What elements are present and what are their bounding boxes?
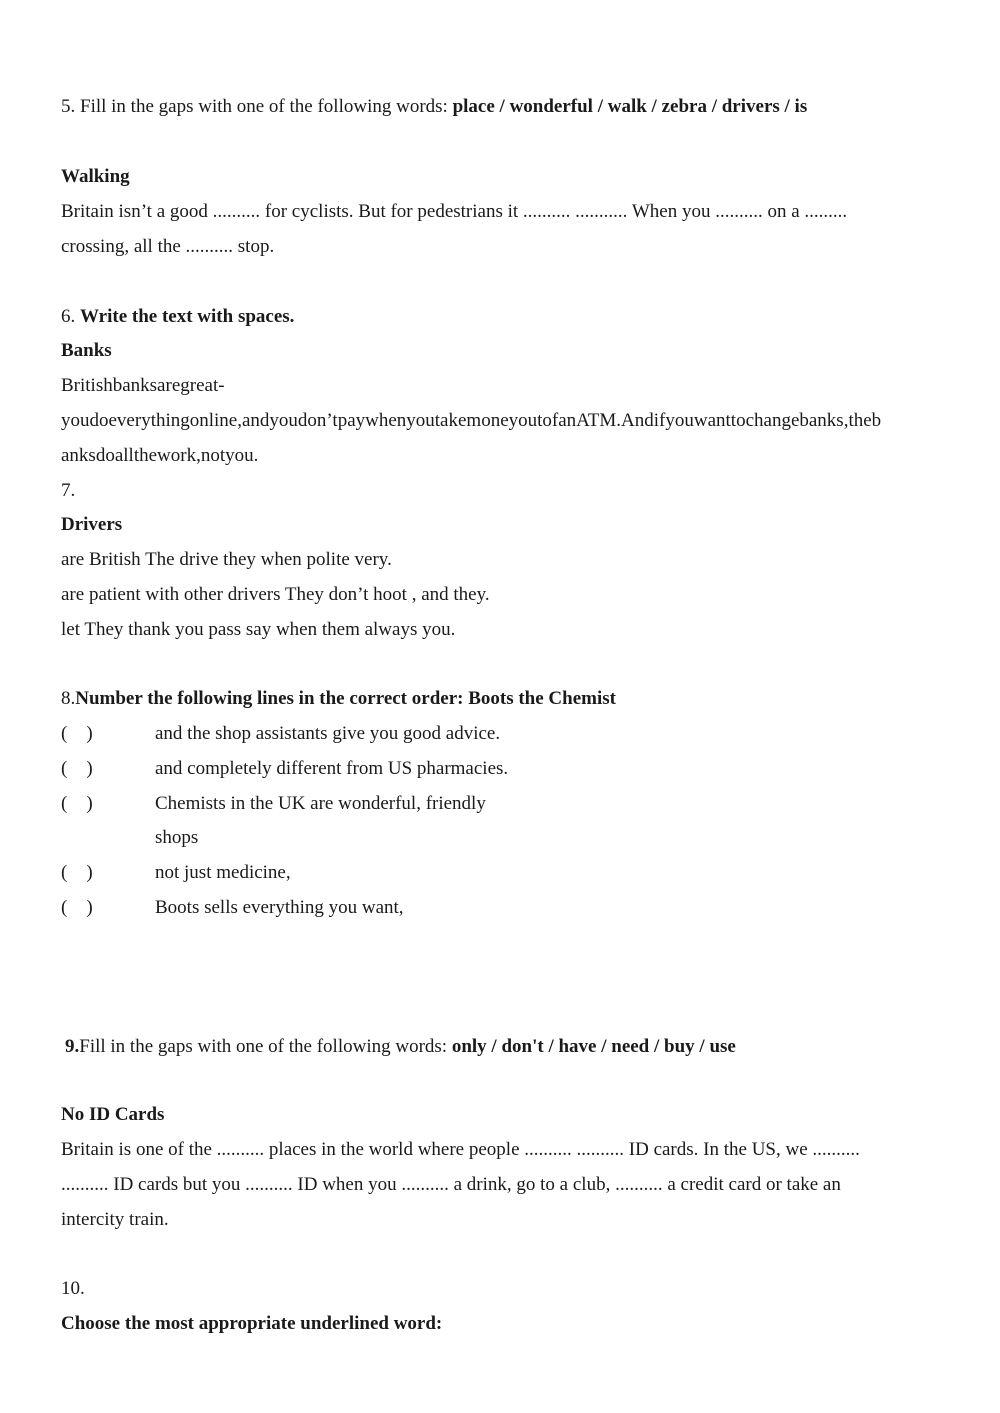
- q8-item: and the shop assistants give you good advice.: [155, 723, 501, 744]
- q8-item: Chemists in the UK are wonderful, friendly: [155, 793, 486, 814]
- q8-instruction-text: Number the following lines in the correct order: Boots the Chemist: [75, 688, 616, 709]
- q7-title: Drivers: [61, 514, 123, 535]
- q6-title: Banks: [61, 340, 112, 361]
- q9-instruction-text: Fill in the gaps with one of the following words:: [79, 1036, 452, 1057]
- q6-text-line-1: Britishbanksaregreat-: [61, 375, 225, 396]
- q7-text-line-3: let They thank you pass say when them always you.: [61, 619, 456, 640]
- q5-instruction: [61, 95, 807, 119]
- q9-word-list: only / don't / have / need / buy / use: [451, 1036, 736, 1057]
- q6-text-line-3: anksdoallthework,notyou.: [61, 445, 259, 466]
- q6-text-line-2: youdoeverythingonline,andyoudon’tpaywhenyoutakemoneyoutofanATM.Andifyouwanttochangebanks,theb: [61, 410, 882, 431]
- q8-item: not just medicine,: [155, 862, 291, 883]
- q6-number: 6.: [61, 306, 80, 327]
- q10-instruction: Choose the most appropriate underlined word:: [61, 1313, 443, 1334]
- q8-instruction: [61, 687, 616, 711]
- q5-word-list: place / wonderful / walk / zebra / drivers / is: [452, 96, 808, 117]
- q5-text-line-2: crossing, all the .......... stop.: [61, 236, 275, 257]
- q7-text-line-1: are British The drive they when polite very.: [61, 549, 392, 570]
- q8-order-blank[interactable]: ( ): [61, 897, 93, 918]
- q9-instruction: [65, 1035, 736, 1059]
- q5-title: Walking: [61, 166, 130, 187]
- q8-number: 8.: [61, 688, 76, 709]
- q5-text-line-1: Britain isn’t a good .......... for cyclists. But for pedestrians it .......... ........... When you .......... on a .........: [61, 201, 848, 222]
- q9-number: 9.: [65, 1036, 80, 1057]
- q6-instruction-text: Write the text with spaces.: [80, 306, 295, 327]
- q9-text-line-1: Britain is one of the .......... places in the world where people .......... .......... ID cards. In the US, we ..........: [61, 1139, 860, 1160]
- q8-item: Boots sells everything you want,: [155, 897, 404, 918]
- q8-item-continuation: shops: [155, 827, 199, 848]
- q9-text-line-2: .......... ID cards but you .......... ID when you .......... a drink, go to a club, .......... a credit card or take an: [61, 1174, 841, 1195]
- q8-order-blank[interactable]: ( ): [61, 758, 93, 779]
- q7-text-line-2: are patient with other drivers They don’t hoot , and they.: [61, 584, 490, 605]
- q6-instruction: [61, 305, 294, 329]
- q8-order-blank[interactable]: ( ): [61, 862, 93, 883]
- q9-title: No ID Cards: [61, 1104, 165, 1125]
- q8-order-blank[interactable]: ( ): [61, 723, 93, 744]
- q8-order-blank[interactable]: ( ): [61, 793, 93, 814]
- q7-number: 7.: [61, 480, 76, 501]
- q9-text-line-3: intercity train.: [61, 1209, 169, 1230]
- q8-item: and completely different from US pharmacies.: [155, 758, 509, 779]
- q10-number: 10.: [61, 1278, 85, 1299]
- q5-instruction-text: 5. Fill in the gaps with one of the following words:: [61, 96, 453, 117]
